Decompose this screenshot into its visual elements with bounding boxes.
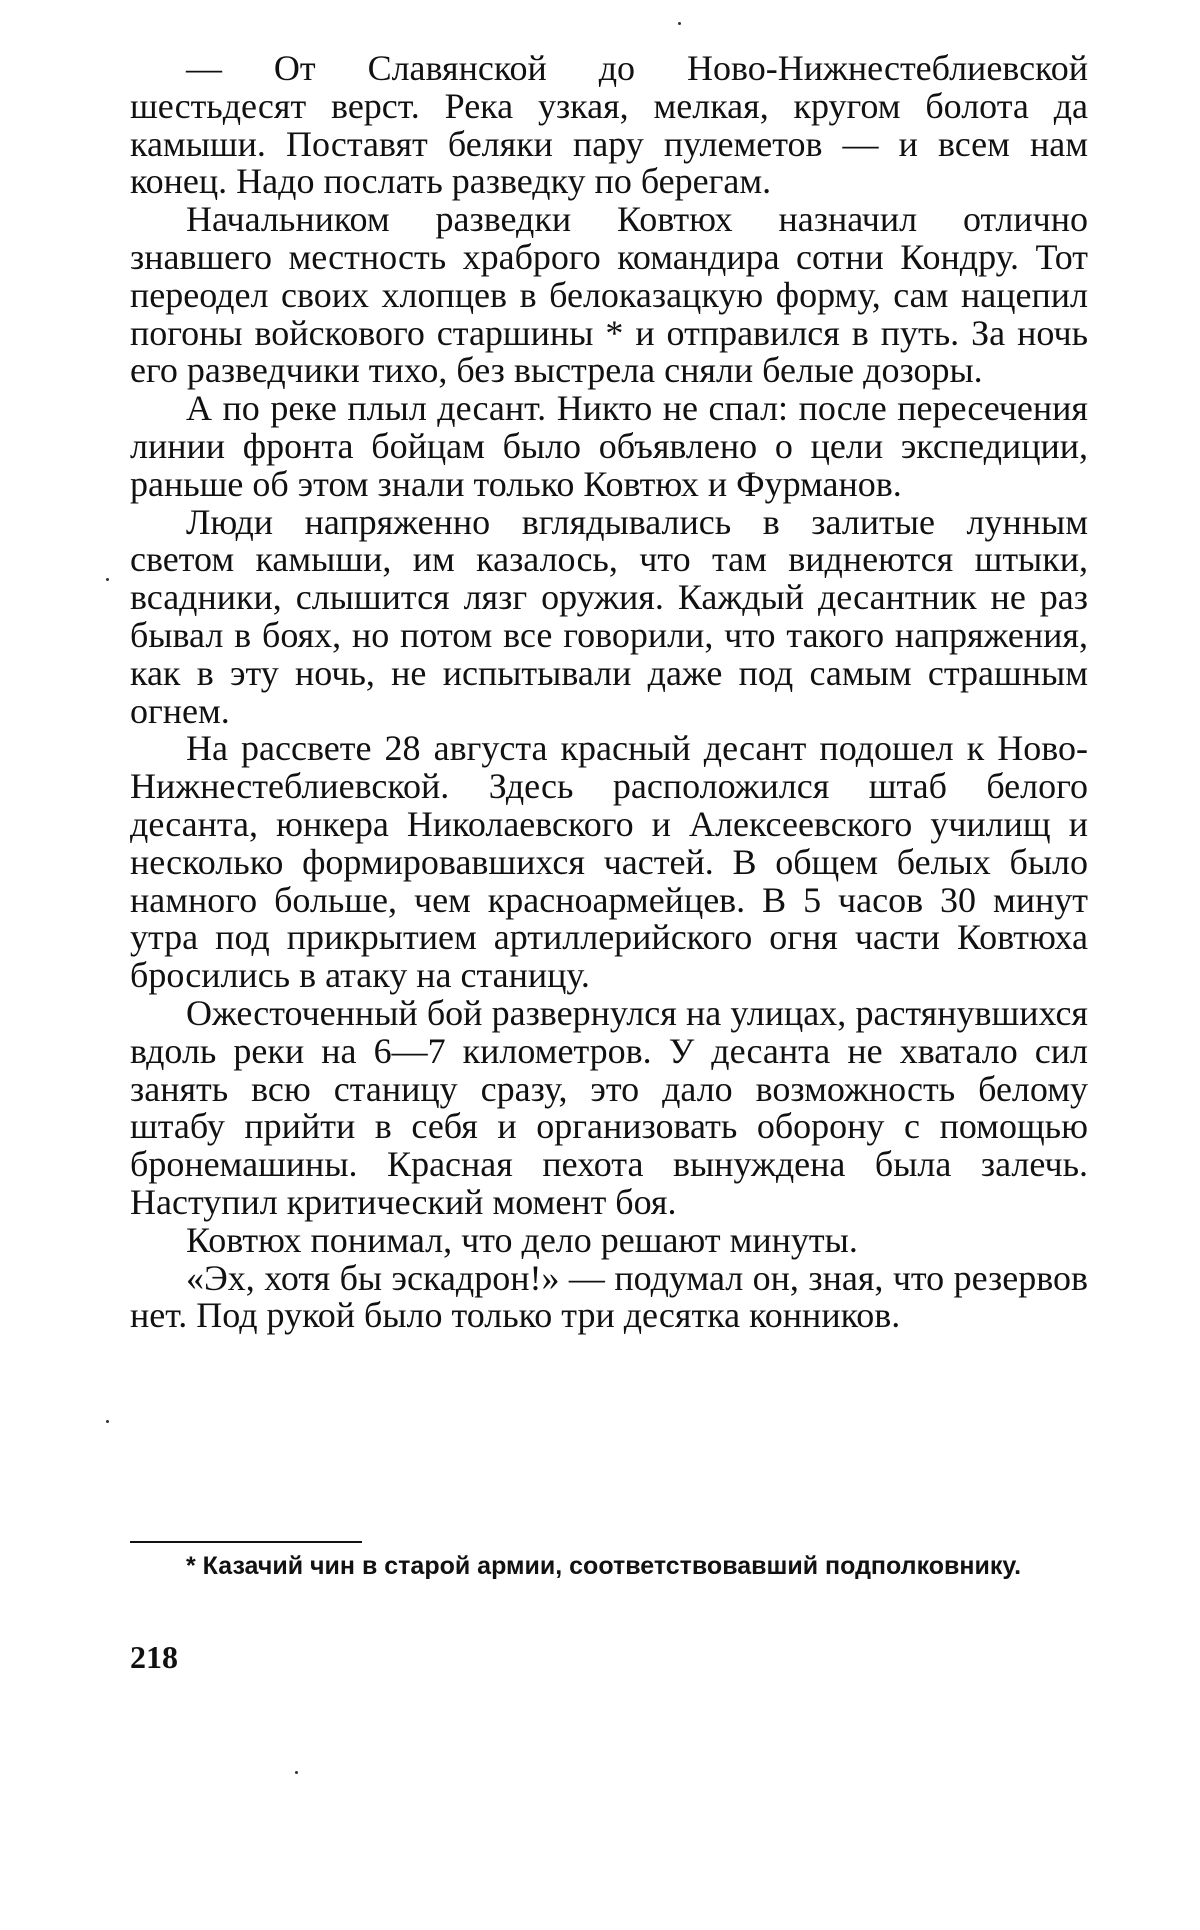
paragraph-6: Ожесточенный бой развернулся на улицах, растянувшихся вдоль реки на 6—7 километров. У десанта не хватало сил занять всю станицу сразу, это дало возможность белому штабу прийти в себя и организовать оборону с помощью бронемашины. Красная пехота вынуждена была залечь. Наступил критический момент боя.	[130, 992, 1088, 1222]
paragraph-8: «Эх, хотя бы эскадрон!» — подумал он, зная, что резервов нет. Под рукой было только три десятка конников.	[130, 1257, 1088, 1336]
print-speck	[678, 22, 681, 25]
paragraph-4: Люди напряженно вглядывались в залитые лунным светом камыши, им казалось, что там виднеются штыки, всадники, слышится лязг оружия. Каждый десантник не раз бывал в боях, но потом все говорили, что такого напряжения, как в эту ночь, не испытывали даже под самым страшным огнем.	[130, 501, 1088, 731]
paragraph-1: — От Славянской до Ново-Нижнестеблиевской шестьдесят верст. Река узкая, мелкая, кругом болота да камыши. Поставят беляки пару пулеметов — и всем нам конец. Надо послать разведку по берегам.	[130, 48, 1088, 202]
body-text	[130, 50, 1088, 1335]
print-speck	[106, 1420, 109, 1423]
page-number: 218	[130, 1639, 178, 1675]
paragraph-7: Ковтюх понимал, что дело решают минуты.	[186, 1219, 858, 1260]
paragraph-5: На рассвете 28 августа красный десант подошел к Ново-Нижнестеблиевской. Здесь расположился штаб белого десанта, юнкера Николаевского и Алексеевского училищ и несколько формировавшихся частей. В общем белых было намного больше, чем красноармейцев. В 5 часов 30 минут утра под прикрытием артиллерийского огня части Ковтюха бросились в атаку на станицу.	[130, 728, 1088, 996]
footnote: * Казачий чин в старой армии, соответствовавший подполковнику.	[186, 1552, 1022, 1580]
paragraph-2: Начальником разведки Ковтюх назначил отлично знавшего местность храброго командира сотни Кондру. Тот переодел своих хлопцев в белоказацкую форму, сам нацепил погоны войскового старшины * и отправился в путь. За ночь его разведчики тихо, без выстрела сняли белые дозоры.	[130, 199, 1088, 391]
print-speck	[295, 1771, 298, 1774]
page-body	[130, 50, 1088, 1335]
print-speck	[106, 578, 109, 581]
footnote-rule	[130, 1541, 362, 1543]
paragraph-3: А по реке плыл десант. Никто не спал: после пересечения линии фронта бойцам было объявлено о цели экспедиции, раньше об этом знали только Ковтюх и Фурманов.	[130, 388, 1088, 504]
